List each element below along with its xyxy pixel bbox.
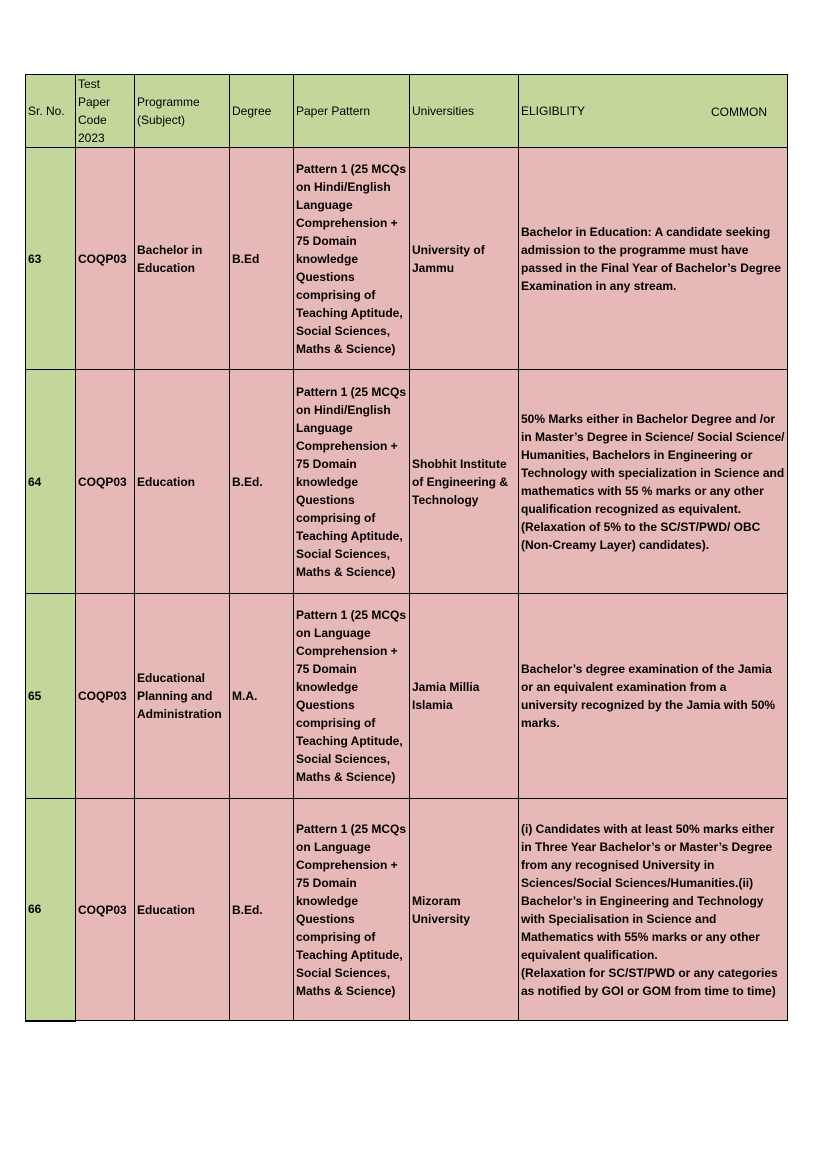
degree-cell: B.Ed: [230, 148, 294, 370]
paper-pattern-cell: Pattern 1 (25 MCQs on Hindi/English Language Comprehension + 75 Domain knowledge Questions comprising of Teaching Aptitude, Social Sciences, Maths & Science): [294, 370, 410, 594]
paper-code-cell: COQP03: [76, 148, 135, 370]
university-cell: Jamia Millia Islamia: [410, 594, 519, 799]
programme-cell: Bachelor in Education: [135, 148, 230, 370]
header-paper-pattern: Paper Pattern: [294, 75, 410, 148]
sr-no-cell: 66: [26, 799, 76, 1021]
degree-cell: B.Ed.: [230, 799, 294, 1021]
header-eligibility: ELIGIBLITY: [521, 104, 586, 118]
eligibility-cell: Bachelor in Education: A candidate seeking admission to the programme must have passed in the Final Year of Bachelor’s Degree Examination in any stream.: [519, 148, 788, 370]
header-test-paper-code: Test Paper Code 2023: [76, 75, 135, 148]
sr-no-cell: 63: [26, 148, 76, 370]
table-row: [26, 148, 788, 370]
degree-cell: M.A.: [230, 594, 294, 799]
header-eligibility-cell: [519, 75, 788, 148]
table-row: [26, 594, 788, 799]
table-row: [26, 799, 788, 1021]
programme-cell: Educational Planning and Administration: [135, 594, 230, 799]
university-cell: University of Jammu: [410, 148, 519, 370]
paper-code-cell: COQP03: [76, 594, 135, 799]
degree-cell: B.Ed.: [230, 370, 294, 594]
sr-no-cell: 64: [26, 370, 76, 594]
paper-pattern-cell: Pattern 1 (25 MCQs on Hindi/English Language Comprehension + 75 Domain knowledge Questions comprising of Teaching Aptitude, Social Sciences, Maths & Science): [294, 148, 410, 370]
paper-code-cell: COQP03: [76, 370, 135, 594]
table-row: [26, 370, 788, 594]
header-universities: Universities: [410, 75, 519, 148]
paper-pattern-cell: Pattern 1 (25 MCQs on Language Comprehension + 75 Domain knowledge Questions comprising of Teaching Aptitude, Social Sciences, Maths & Science): [294, 799, 410, 1021]
table-header-row: [26, 75, 788, 148]
eligibility-table: [25, 74, 788, 1022]
header-common: COMMON: [711, 105, 767, 119]
eligibility-cell: Bachelor’s degree examination of the Jamia or an equivalent examination from a university recognized by the Jamia with 50% marks.: [519, 594, 788, 799]
paper-pattern-cell: Pattern 1 (25 MCQs on Language Comprehension + 75 Domain knowledge Questions comprising of Teaching Aptitude, Social Sciences, Maths & Science): [294, 594, 410, 799]
university-cell: Shobhit Institute of Engineering & Technology: [410, 370, 519, 594]
header-degree: Degree: [230, 75, 294, 148]
header-programme: Programme (Subject): [135, 75, 230, 148]
paper-code-cell: COQP03: [76, 799, 135, 1021]
sr-no-cell: 65: [26, 594, 76, 799]
eligibility-cell: 50% Marks either in Bachelor Degree and /or in Master’s Degree in Science/ Social Science/ Humanities, Bachelors in Engineering or Technology with specialization in Science and mathematics with 55 % marks or any other qualification recognized as equivalent. (Relaxation of 5% to the SC/ST/PWD/ OBC (Non-Creamy Layer) candidates).: [519, 370, 788, 594]
programme-cell: Education: [135, 799, 230, 1021]
header-sr-no: Sr. No.: [26, 75, 76, 148]
programme-cell: Education: [135, 370, 230, 594]
eligibility-cell: (i) Candidates with at least 50% marks either in Three Year Bachelor’s or Master’s Degree from any recognised University in Sciences/Social Sciences/Humanities.(ii) Bachelor’s in Engineering and Technology with Specialisation in Science and Mathematics with 55% marks or any other equivalent qualification. (Relaxation for SC/ST/PWD or any categories as notified by GOI or GOM from time to time): [519, 799, 788, 1021]
university-cell: Mizoram University: [410, 799, 519, 1021]
